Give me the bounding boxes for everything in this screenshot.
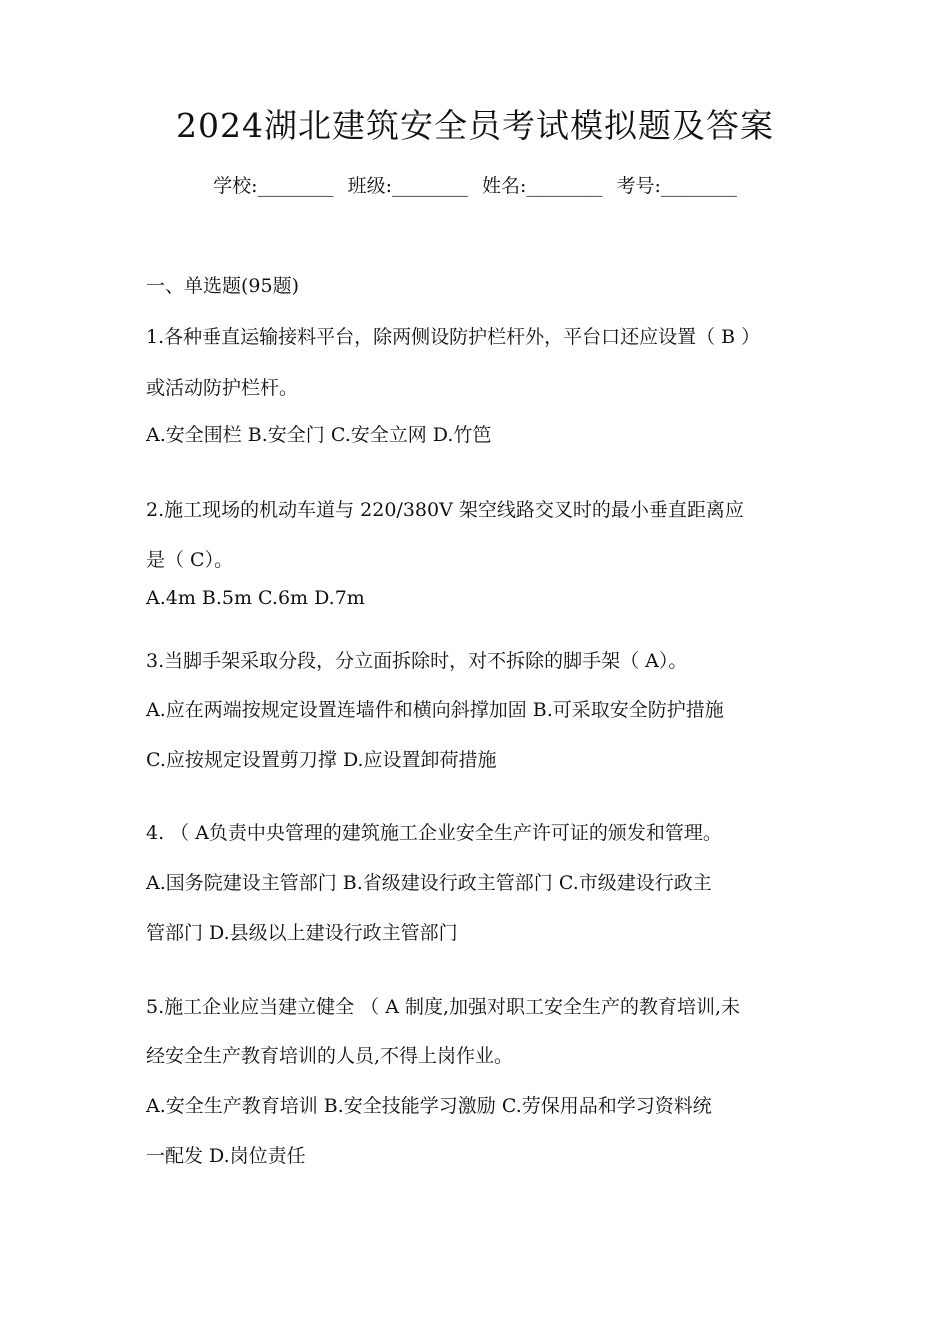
question-3-stem-line-1: 3.当脚手架采取分段，分立面拆除时，对不拆除的脚手架（ A）。 bbox=[146, 650, 688, 672]
question-5-stem-line-1: 5.施工企业应当建立健全 （ A 制度,加强对职工安全生产的教育培训,未 bbox=[146, 996, 741, 1018]
question-2-stem-line-2: 是（ C）。 bbox=[146, 549, 234, 571]
question-4-options-line-2: 管部门 D.县级以上建设行政主管部门 bbox=[146, 922, 458, 944]
question-1-stem-line-2: 或活动防护栏杆。 bbox=[146, 377, 299, 399]
question-5-stem-line-2: 经安全生产教育培训的人员,不得上岗作业。 bbox=[146, 1045, 514, 1067]
page-title: 2024湖北建筑安全员考试模拟题及答案 bbox=[176, 106, 774, 145]
question-5-options-line-2: 一配发 D.岗位责任 bbox=[146, 1145, 306, 1167]
question-1-options: A.安全围栏 B.安全门 C.安全立网 D.竹笆 bbox=[146, 424, 492, 446]
question-2-stem-line-1: 2.施工现场的机动车道与 220/380V 架空线路交叉时的最小垂直距离应 bbox=[146, 499, 744, 521]
class-blank: ________ bbox=[391, 175, 468, 197]
class-field: 班级:________ bbox=[348, 170, 468, 202]
question-2-options: A.4m B.5m C.6m D.7m bbox=[146, 587, 365, 609]
student-info-line bbox=[0, 170, 950, 202]
name-blank: ________ bbox=[526, 175, 603, 197]
school-blank: ________ bbox=[257, 175, 334, 197]
school-field: 学校:________ bbox=[213, 170, 333, 202]
question-3-options-line-2: C.应按规定设置剪刀撑 D.应设置卸荷措施 bbox=[146, 749, 497, 771]
name-field: 姓名:________ bbox=[482, 170, 602, 202]
section-heading: 一、单选题(95题) bbox=[146, 275, 300, 297]
exam-number-blank: ________ bbox=[660, 175, 737, 197]
question-1-stem-line-1: 1.各种垂直运输接料平台，除两侧设防护栏杆外，平台口还应设置（ B ） bbox=[146, 326, 761, 348]
question-5-options-line-1: A.安全生产教育培训 B.安全技能学习激励 C.劳保用品和学习资料统 bbox=[146, 1095, 712, 1117]
question-4-options-line-1: A.国务院建设主管部门 B.省级建设行政主管部门 C.市级建设行政主 bbox=[146, 872, 712, 894]
question-4-stem-line-1: 4. （ A负责中央管理的建筑施工企业安全生产许可证的颁发和管理。 bbox=[146, 822, 722, 844]
exam-number-field: 考号:________ bbox=[616, 170, 736, 202]
question-3-options-line-1: A.应在两端按规定设置连墙件和横向斜撑加固 B.可采取安全防护措施 bbox=[146, 699, 724, 721]
